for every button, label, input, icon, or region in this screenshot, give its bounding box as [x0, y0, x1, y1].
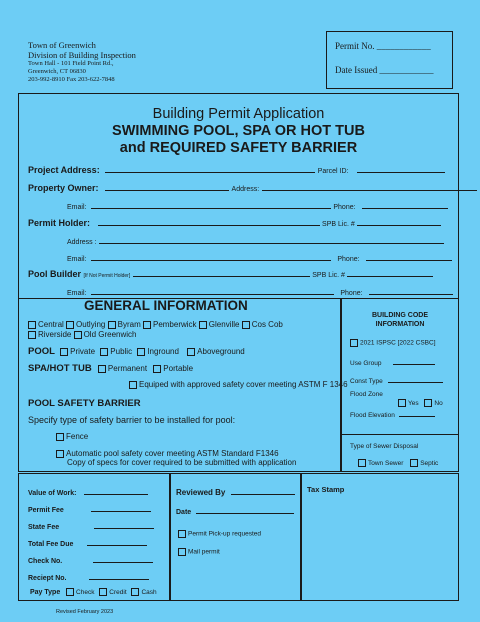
office-phone-fax: 203-992-8910 Fax 203-622-7848	[28, 76, 115, 83]
title-line3: and REQUIRED SAFETY BARRIER	[119, 140, 358, 156]
owner-email-input[interactable]	[91, 200, 331, 209]
permit-number-box	[326, 31, 453, 89]
holder-address-input[interactable]	[99, 235, 444, 244]
checkbox-icon	[424, 399, 432, 407]
sewer-options	[358, 459, 438, 467]
checkbox-icon	[74, 331, 82, 339]
flood-zone-options	[398, 399, 443, 407]
office-division: Division of Building Inspection	[28, 50, 136, 60]
checkbox-icon	[66, 321, 74, 329]
code-version[interactable]: 2021 ISPSC [2022 CSBC]	[350, 339, 436, 347]
checkbox-icon	[131, 588, 139, 596]
checkbox-icon	[129, 381, 137, 389]
builder-email-label: Email:	[67, 290, 87, 297]
barrier-prompt: Specify type of safety barrier to be installed for pool:	[28, 415, 236, 425]
office-info	[28, 40, 136, 84]
checkbox-icon	[66, 588, 74, 596]
use-group-input[interactable]	[393, 356, 435, 365]
state-fee-label: State Fee	[28, 524, 60, 531]
holder-address-row	[67, 235, 444, 246]
cover-option-label: Equiped with approved safety cover meeting ASTM F 1346	[139, 380, 348, 389]
receipt-no-row	[28, 571, 149, 582]
checkbox-icon	[242, 321, 250, 329]
office-town: Town of Greenwich	[28, 40, 96, 50]
checkbox-icon	[358, 459, 366, 467]
code-divider	[341, 434, 459, 435]
checkbox-icon	[28, 331, 36, 339]
use-group-row	[350, 356, 435, 367]
owner-address-label: Address:	[231, 186, 260, 193]
builder-phone-input[interactable]	[369, 286, 453, 295]
automatic-cover-option[interactable]	[56, 449, 296, 467]
holder-email-input[interactable]	[91, 252, 331, 261]
project-address-row	[28, 164, 445, 175]
checkbox-icon	[56, 433, 64, 441]
form-title	[18, 106, 459, 157]
pool-builder-label: Pool Builder	[28, 269, 82, 279]
pool-type-row	[28, 346, 245, 357]
project-address-input[interactable]	[105, 164, 315, 173]
permit-holder-input[interactable]	[98, 217, 320, 226]
check-no-input[interactable]	[93, 554, 153, 563]
location-cos-cob[interactable]: Cos Cob	[242, 320, 283, 329]
total-fee-label: Total Fee Due	[28, 541, 74, 548]
sewer-type-label: Type of Sewer Disposal	[350, 443, 419, 450]
title-line2: SWIMMING POOL, SPA OR HOT TUB	[112, 123, 365, 139]
property-owner-label: Property Owner:	[28, 183, 99, 193]
checkbox-icon	[108, 321, 116, 329]
location-outlying[interactable]: Outlying	[66, 320, 105, 329]
fence-label: Fence	[66, 432, 89, 441]
flood-zone-no[interactable]: No	[424, 400, 442, 407]
review-date-label: Date	[176, 509, 192, 516]
septic-option[interactable]: Septic	[410, 460, 438, 467]
pool-builder-note: [If Not Permit Holder]	[83, 273, 131, 279]
const-type-input[interactable]	[388, 374, 443, 383]
state-fee-input[interactable]	[94, 520, 154, 529]
checkbox-icon	[178, 548, 186, 556]
const-type-row	[350, 374, 443, 385]
pool-builder-row	[28, 268, 433, 279]
checkbox-icon	[187, 348, 195, 356]
owner-phone-label: Phone:	[333, 204, 356, 211]
spa-label: SPA/HOT TUB	[28, 363, 92, 374]
automatic-label-2: Copy of specs for cover required to be submitted with application	[67, 458, 297, 467]
location-riverside[interactable]: Riverside	[28, 330, 71, 339]
revision-note: Revised February 2023	[56, 609, 114, 615]
holder-spb-label: SPB Lic. #	[322, 221, 355, 228]
permit-fee-input[interactable]	[91, 503, 151, 512]
permit-holder-label: Permit Holder:	[28, 218, 91, 228]
location-glenville[interactable]: Glenville	[199, 320, 240, 329]
checkbox-icon	[100, 348, 108, 356]
reviewed-by-row	[176, 486, 295, 497]
pickup-label: Permit Pick-up requested	[188, 530, 261, 538]
checkbox-icon	[153, 365, 161, 373]
holder-email-row	[67, 252, 452, 263]
owner-email-label: Email:	[67, 204, 87, 211]
checkbox-icon	[143, 321, 151, 329]
builder-email-row	[67, 286, 453, 297]
receipt-no-input[interactable]	[89, 571, 149, 580]
review-date-row	[176, 505, 294, 516]
mail-label: Mail permit	[188, 548, 220, 556]
spa-portable[interactable]: Portable	[153, 364, 193, 373]
pickup-option[interactable]	[178, 530, 261, 538]
parcel-id-label: Parcel ID:	[317, 168, 349, 175]
checkbox-icon	[398, 399, 406, 407]
check-no-label: Check No.	[28, 558, 63, 565]
location-central[interactable]: Central	[28, 320, 64, 329]
barrier-heading: POOL SAFETY BARRIER	[28, 398, 141, 409]
cover-option-row[interactable]	[129, 380, 348, 389]
owner-address-input[interactable]	[262, 182, 477, 191]
receipt-no-label: Reciept No.	[28, 575, 67, 582]
pool-public[interactable]: Public	[100, 347, 132, 356]
holder-email-label: Email:	[67, 256, 87, 263]
holder-spb-input[interactable]	[357, 217, 441, 226]
location-old-greenwich[interactable]: Old Greenwich	[74, 330, 137, 339]
checkbox-icon	[178, 530, 186, 538]
project-address-label: Project Address:	[28, 165, 100, 175]
property-owner-input[interactable]	[105, 182, 229, 191]
flood-elev-input[interactable]	[399, 408, 435, 417]
flood-zone-label: Flood Zone	[350, 391, 383, 398]
state-fee-row	[28, 520, 154, 531]
holder-address-label: Address :	[67, 239, 97, 246]
checkbox-icon	[28, 321, 36, 329]
flood-elev-row	[350, 408, 435, 419]
date-issued-field[interactable]: Date Issued ____________	[335, 65, 434, 75]
flood-elev-label: Flood Elevation	[350, 412, 395, 419]
review-date-input[interactable]	[196, 505, 294, 514]
town-sewer-option[interactable]: Town Sewer	[358, 460, 403, 467]
automatic-label-1: Automatic pool safety cover meeting ASTM Standard F1346	[66, 449, 279, 458]
checkbox-icon	[60, 348, 68, 356]
pool-aboveground[interactable]: Aboveground	[187, 347, 245, 356]
pool-inground[interactable]: Inground	[137, 347, 179, 356]
fence-option[interactable]	[56, 432, 88, 441]
general-heading: GENERAL INFORMATION	[84, 298, 248, 313]
const-type-label: Const Type	[350, 378, 383, 385]
property-owner-row	[28, 182, 477, 193]
permit-holder-row	[28, 217, 441, 228]
checkbox-icon	[137, 348, 145, 356]
checkbox-icon	[56, 450, 64, 458]
pay-check-option[interactable]: Check	[66, 589, 94, 596]
location-byram[interactable]: Byram	[108, 320, 141, 329]
office-address1: Town Hall - 101 Field Point Rd.,	[28, 60, 114, 67]
checkbox-icon	[350, 339, 358, 347]
reviewed-by-label: Reviewed By	[176, 488, 226, 497]
checkbox-icon	[199, 321, 207, 329]
pay-credit-option[interactable]: Credit	[99, 589, 126, 596]
total-fee-row	[28, 537, 147, 548]
holder-phone-label: Phone:	[337, 256, 360, 263]
holder-phone-input[interactable]	[366, 252, 452, 261]
value-of-work-input[interactable]	[84, 486, 148, 495]
title-line1: Building Permit Application	[152, 106, 325, 122]
value-of-work-row	[28, 486, 148, 497]
mail-option[interactable]	[178, 548, 220, 556]
owner-phone-input[interactable]	[362, 200, 448, 209]
pay-type-label: Pay Type	[30, 588, 61, 596]
location-pemberwick[interactable]: Pemberwick	[143, 320, 197, 329]
office-address2: Greenwich, CT 06830	[28, 68, 86, 75]
pool-builder-input[interactable]	[133, 268, 310, 277]
checkbox-icon	[99, 588, 107, 596]
spa-permanent[interactable]: Permanent	[98, 364, 147, 373]
permit-fee-row	[28, 503, 151, 514]
pay-type-row	[30, 588, 157, 596]
builder-spb-input[interactable]	[347, 268, 433, 277]
location-options	[28, 320, 328, 340]
spa-type-row	[28, 363, 193, 374]
permit-fee-label: Permit Fee	[28, 507, 64, 514]
checkbox-icon	[410, 459, 418, 467]
pool-private[interactable]: Private	[60, 347, 95, 356]
total-fee-input[interactable]	[87, 537, 147, 546]
builder-spb-label: SPB Lic. #	[312, 272, 345, 279]
flood-zone-yes[interactable]: Yes	[398, 400, 419, 407]
code-heading: BUILDING CODE INFORMATION	[372, 312, 428, 328]
value-of-work-label: Value of Work:	[28, 490, 77, 497]
tax-stamp-label: Tax Stamp	[307, 485, 345, 494]
parcel-id-input[interactable]	[357, 164, 445, 173]
permit-no-field[interactable]: Permit No. ____________	[335, 41, 431, 51]
checkbox-icon	[98, 365, 106, 373]
check-no-row	[28, 554, 153, 565]
builder-phone-label: Phone:	[340, 290, 363, 297]
owner-email-row	[67, 200, 448, 211]
pay-cash-option[interactable]: Cash	[131, 589, 156, 596]
use-group-label: Use Group	[350, 360, 382, 367]
reviewed-by-input[interactable]	[231, 486, 295, 495]
pool-label: POOL	[28, 346, 55, 357]
builder-email-input[interactable]	[91, 286, 334, 295]
